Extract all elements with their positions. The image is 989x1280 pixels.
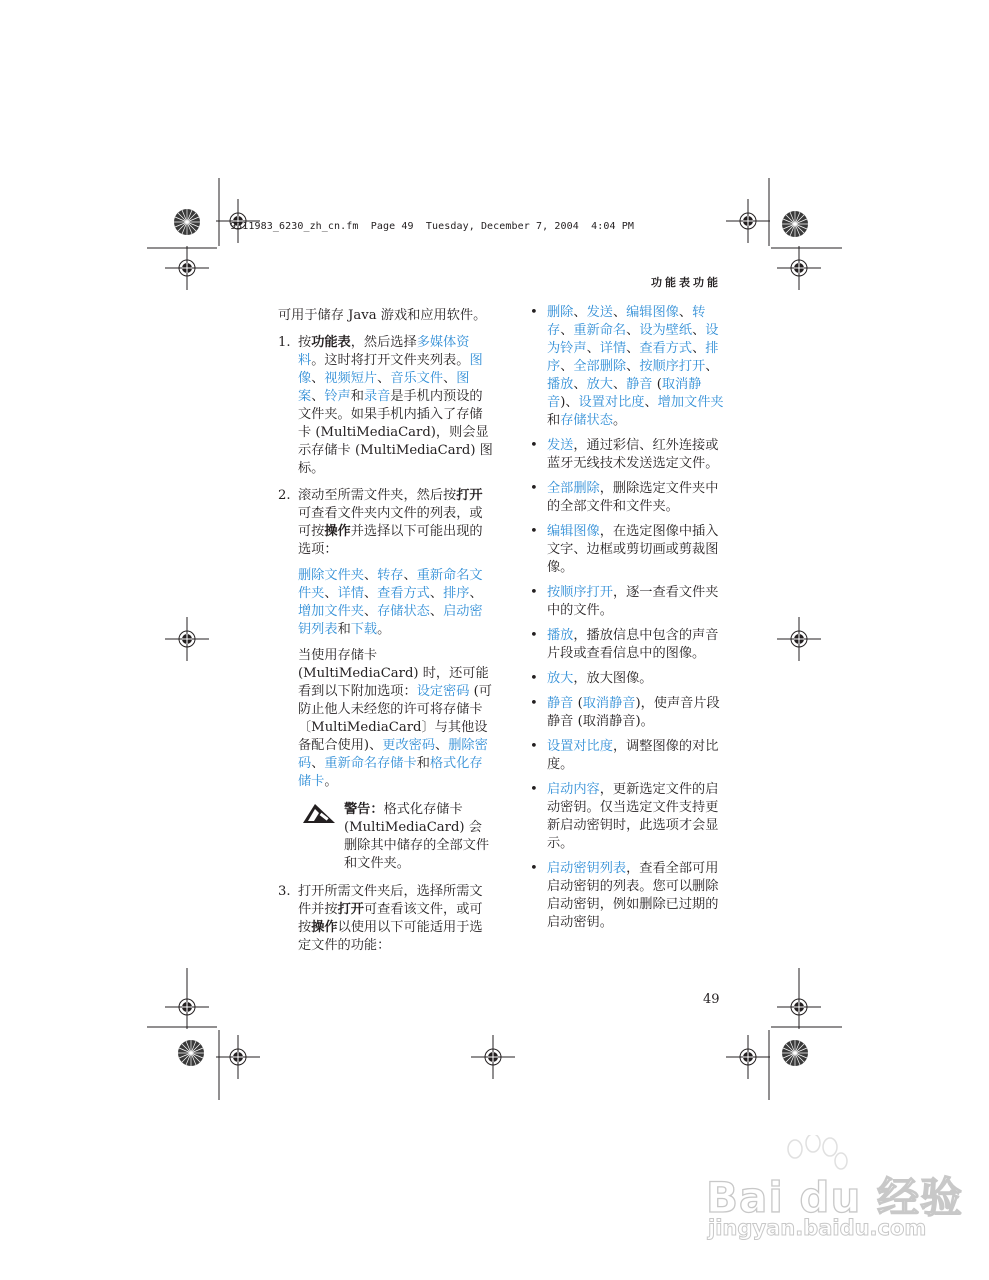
warning-text: 格式化存储卡 (MultiMediaCard) 会删除其中储存的全部文件和文件夹。 (344, 802, 490, 871)
text: 滚动至所需文件夹，然后按 (298, 488, 457, 503)
sep: 、 (705, 359, 719, 374)
step-number: 2. (278, 488, 291, 503)
text: 。 (324, 774, 338, 789)
text: ，删除选定文件夹中的全部文件和文件夹。 (547, 481, 719, 514)
menu-link: 查看方式 (639, 341, 693, 356)
sep: 、 (443, 371, 457, 386)
bullet-item (528, 523, 728, 577)
sep: 、 (429, 604, 444, 619)
text: 和 (337, 622, 351, 637)
sep: 、 (435, 738, 449, 753)
text: ，在选定图像中插入文字、边框或剪切画或剪裁图像。 (547, 524, 719, 575)
step-3 (278, 883, 494, 955)
sep: 、 (363, 604, 378, 619)
menu-link: 多媒体资料 (298, 335, 470, 368)
menu-link: 排序 (547, 341, 719, 374)
text: ，通过彩信、红外连接或蓝牙无线技术发送选定文件。 (547, 438, 719, 471)
menu-link: 转存 (547, 305, 706, 338)
sep: 、 (612, 305, 627, 320)
bullet: • (530, 585, 538, 600)
bullet: • (530, 438, 538, 453)
menu-link: 录音 (363, 389, 391, 404)
menu-link: 播放 (547, 377, 574, 392)
text: 。这时将打开文件夹列表。 (311, 353, 470, 368)
text: )、 (560, 395, 579, 410)
menu-link: 发送 (547, 438, 574, 453)
bullet: • (530, 671, 538, 686)
menu-link: 播放 (547, 628, 574, 643)
text: 打开所需文件夹后，选择所需文件并按 (298, 884, 483, 917)
text: ，调整图像的对比度。 (547, 739, 719, 772)
bullet: • (530, 481, 538, 496)
bullet-item (528, 304, 728, 430)
menu-link: 设定密码 (416, 684, 470, 699)
text: 是手机内预设的文件夹。如果手机内插入了存储卡 (MultiMediaCard)，则会显示存储卡 (MultiMediaCard) 图标。 (298, 389, 493, 476)
menu-link: 存储状态 (560, 413, 613, 428)
step-1 (278, 334, 494, 478)
text: ( (652, 377, 662, 392)
menu-link: 详情 (337, 586, 364, 601)
memory-card-options (298, 647, 494, 791)
text: 。 (377, 622, 391, 637)
bullet-item (528, 695, 728, 731)
bullet: • (530, 305, 538, 320)
step-number: 3. (278, 884, 291, 899)
menu-link: 删除文件夹 (298, 568, 364, 583)
menu-link: 取消静音 (582, 696, 636, 711)
menu-link: 设为铃声 (547, 323, 719, 356)
keyword: 操作 (324, 524, 351, 539)
text: ，然后选择 (350, 335, 417, 350)
page-number: 49 (703, 992, 720, 1007)
watermark-url: jingyan.baidu.com (708, 1216, 927, 1240)
bullet-item (528, 781, 728, 853)
text: ，放大图像。 (573, 671, 653, 686)
bullet: • (530, 628, 538, 643)
menu-link: 转存 (377, 568, 404, 583)
warning-icon (302, 802, 336, 824)
warning-label: 警告： (344, 802, 384, 817)
bullet-item (528, 584, 728, 620)
menu-link: 取消静音 (547, 377, 702, 410)
bullet-item (528, 738, 728, 774)
sep: 、 (573, 377, 587, 392)
bullet-item (528, 860, 728, 932)
text: ，播放信息中包含的声音片段或查看信息中的图像。 (547, 628, 719, 661)
sep: 、 (644, 395, 658, 410)
menu-link: 发送 (586, 305, 613, 320)
sep: 、 (586, 341, 600, 356)
text: 当使用存储卡 (MultiMediaCard) 时，还可能看到以下附加选项： (298, 648, 489, 699)
menu-link: 增加文件夹 (657, 395, 724, 410)
menu-link: 铃声 (324, 389, 351, 404)
menu-link: 详情 (599, 341, 627, 356)
sep: 、 (403, 568, 417, 583)
file-header-line: 9311983_6230_zh_cn.fm Page 49 Tuesday, December 7, 2004 4:04 PM (230, 221, 634, 232)
bullet: • (530, 782, 538, 797)
menu-link: 删除密码 (298, 738, 488, 771)
sep: 、 (626, 341, 640, 356)
sep: 、 (429, 586, 444, 601)
text: ( (573, 696, 583, 711)
right-column (528, 304, 728, 939)
sep: 、 (692, 341, 706, 356)
sep: 、 (573, 305, 587, 320)
text: 和 (350, 389, 364, 404)
sep: 、 (311, 371, 325, 386)
step-number: 1. (278, 335, 291, 350)
sep: 、 (626, 359, 640, 374)
text: 和 (547, 413, 561, 428)
menu-link: 重新命名 (573, 323, 627, 338)
menu-link: 重新命名存储卡 (324, 756, 417, 771)
menu-link: 编辑图像 (626, 305, 679, 320)
menu-link: 增加文件夹 (298, 604, 364, 619)
bullet: • (530, 861, 538, 876)
keyword: 功能表 (311, 335, 351, 350)
text: 并选择以下可能出现的选项： (298, 524, 483, 557)
bullet: • (530, 696, 538, 711)
text: ，查看全部可用启动密钥的列表。您可以删除启动密钥，例如删除已过期的启动密钥。 (547, 861, 719, 930)
menu-link: 设置对比度 (578, 395, 645, 410)
text: 以使用以下可能适用于选定文件的功能： (298, 920, 483, 953)
menu-link: 编辑图像 (547, 524, 600, 539)
menu-link: 放大 (547, 671, 574, 686)
sep: 、 (560, 323, 574, 338)
menu-link: 静音 (626, 377, 653, 392)
sep: 、 (626, 323, 640, 338)
sep: 、 (311, 756, 325, 771)
menu-link: 排序 (443, 586, 470, 601)
watermark-brand: Bai du 经验 (706, 1173, 963, 1222)
menu-link: 启动密钥列表 (547, 861, 627, 876)
menu-link: 查看方式 (377, 586, 430, 601)
menu-link: 格式化存储卡 (298, 756, 483, 789)
sep: 、 (363, 568, 378, 583)
sep: 、 (612, 377, 627, 392)
step-2 (278, 487, 494, 873)
menu-link: 放大 (586, 377, 613, 392)
text: 按 (298, 335, 312, 350)
bullet-item (528, 480, 728, 516)
intro-paragraph: 可用于储存 Java 游戏和应用软件。 (278, 308, 487, 323)
menu-link: 图像 (298, 353, 483, 386)
sep: 、 (311, 389, 325, 404)
sep: 、 (363, 586, 378, 601)
sep: 、 (324, 586, 338, 601)
text: 可查看文件夹内文件的列表，或可按 (298, 506, 483, 539)
sep: 、 (469, 586, 483, 601)
keyword: 打开 (337, 902, 364, 917)
text: 和 (416, 756, 430, 771)
sep: 、 (560, 359, 574, 374)
menu-link: 启动内容 (547, 782, 600, 797)
sep: 、 (377, 371, 391, 386)
bullet-item (528, 437, 728, 473)
menu-link: 静音 (547, 696, 574, 711)
left-column (278, 307, 494, 955)
warning-note (298, 801, 494, 873)
menu-link: 设为壁纸 (639, 323, 693, 338)
text: ，更新选定文件的启动密钥。仅当选定文件支持更新启动密钥时，此选项才会显示。 (547, 782, 719, 851)
menu-link: 图案 (298, 371, 470, 404)
menu-link: 启动密钥列表 (298, 604, 483, 637)
menu-link: 全部删除 (547, 481, 600, 496)
text: ，逐一查看文件夹中的文件。 (547, 585, 719, 618)
keyword: 操作 (311, 920, 338, 935)
menu-link: 下载 (350, 622, 378, 637)
menu-link: 视频短片 (324, 371, 378, 386)
menu-link: 全部删除 (573, 359, 627, 374)
text: 。 (612, 413, 627, 428)
menu-link: 删除 (547, 305, 574, 320)
text: 可查看该文件，或可按 (298, 902, 483, 935)
menu-link: 重新命名文件夹 (298, 568, 483, 601)
menu-link: 音乐文件 (390, 371, 444, 386)
text: (可防止他人未经您的许可将存储卡〔MultiMediaCard〕与其他设备配合使用)、 (298, 684, 492, 753)
bullet-item (528, 627, 728, 663)
sep: 、 (692, 323, 706, 338)
bullet-item (528, 670, 728, 688)
folder-options (298, 567, 494, 639)
menu-link: 设置对比度 (547, 739, 613, 754)
sep: 、 (678, 305, 693, 320)
bullet: • (530, 524, 538, 539)
menu-link: 存储状态 (377, 604, 430, 619)
bullet: • (530, 739, 538, 754)
text: )，使声音片段静音 (取消静音)。 (547, 696, 720, 729)
menu-link: 更改密码 (382, 738, 436, 753)
keyword: 打开 (456, 488, 483, 503)
section-title: 功能表功能 (651, 276, 721, 289)
menu-link: 按顺序打开 (547, 585, 613, 600)
menu-link: 按顺序打开 (639, 359, 706, 374)
